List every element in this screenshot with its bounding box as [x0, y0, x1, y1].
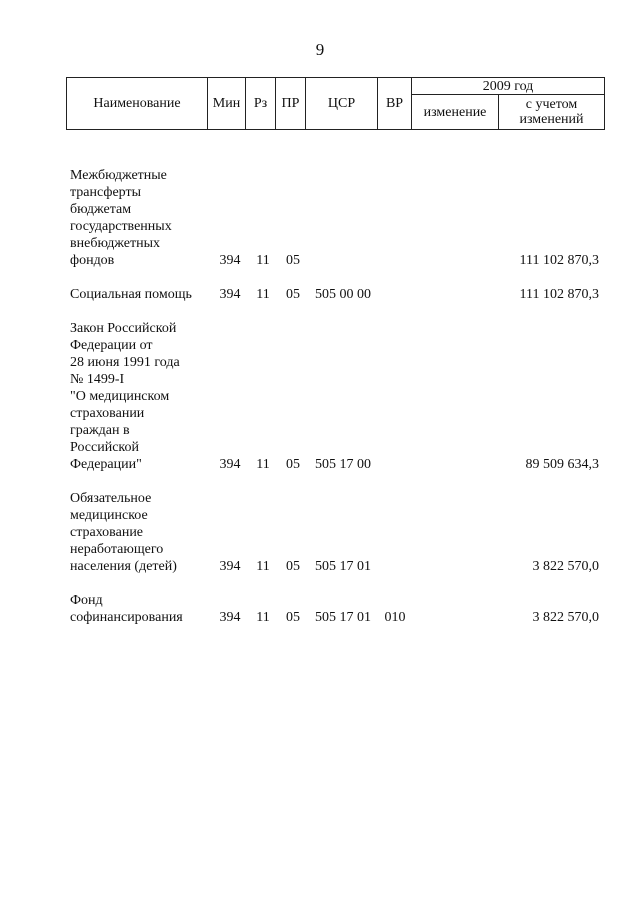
table-row	[0, 320, 640, 473]
column-header-year: 2009 год	[412, 78, 605, 95]
row-csr: 505 00 00	[315, 287, 371, 302]
row-rz: 11	[256, 610, 270, 625]
row-csr: 505 17 01	[315, 610, 371, 625]
table-row	[0, 490, 640, 575]
row-pr: 05	[286, 457, 300, 472]
column-header-vr: ВР	[378, 78, 412, 130]
column-header-pr: ПР	[276, 78, 306, 130]
row-total: 111 102 870,3	[519, 253, 599, 268]
column-header-min: Мин	[208, 78, 246, 130]
page-number: 9	[315, 40, 325, 59]
row-total: 3 822 570,0	[532, 559, 599, 574]
table-row	[0, 167, 640, 269]
row-total: 3 822 570,0	[532, 610, 599, 625]
row-name: Социальная помощь	[70, 287, 192, 302]
row-min: 394	[219, 287, 241, 302]
row-name: Закон Российской Федерации от 28 июня 1991 года № 1499-I "О медицинском страховании граждан в Российской Федерации"	[70, 321, 180, 472]
column-header-name: Наименование	[67, 78, 208, 130]
row-total: 89 509 634,3	[525, 457, 599, 472]
row-pr: 05	[286, 287, 300, 302]
row-name: Фонд софинансирования	[70, 593, 183, 625]
row-min: 394	[219, 559, 241, 574]
row-rz: 11	[256, 457, 270, 472]
row-csr: 505 17 01	[315, 559, 371, 574]
table-header	[66, 77, 605, 130]
row-min: 394	[219, 610, 241, 625]
column-header-rz: Рз	[246, 78, 276, 130]
row-name: Обязательное медицинское страхование неработающего населения (детей)	[70, 491, 177, 574]
row-total: 111 102 870,3	[519, 287, 599, 302]
row-pr: 05	[286, 559, 300, 574]
row-name: Межбюджетные трансферты бюджетам государственных внебюджетных фондов	[70, 168, 172, 268]
row-rz: 11	[256, 559, 270, 574]
table-body	[0, 167, 640, 626]
column-header-change: изменение	[412, 95, 499, 130]
row-pr: 05	[286, 253, 300, 268]
row-rz: 11	[256, 253, 270, 268]
table-row	[0, 286, 640, 303]
column-header-with-changes: с учетом изменений	[499, 95, 605, 130]
row-pr: 05	[286, 610, 300, 625]
column-header-csr: ЦСР	[306, 78, 378, 130]
row-min: 394	[219, 253, 241, 268]
row-min: 394	[219, 457, 241, 472]
row-vr: 010	[384, 610, 406, 625]
table-row	[0, 592, 640, 626]
row-csr: 505 17 00	[315, 457, 371, 472]
row-rz: 11	[256, 287, 270, 302]
